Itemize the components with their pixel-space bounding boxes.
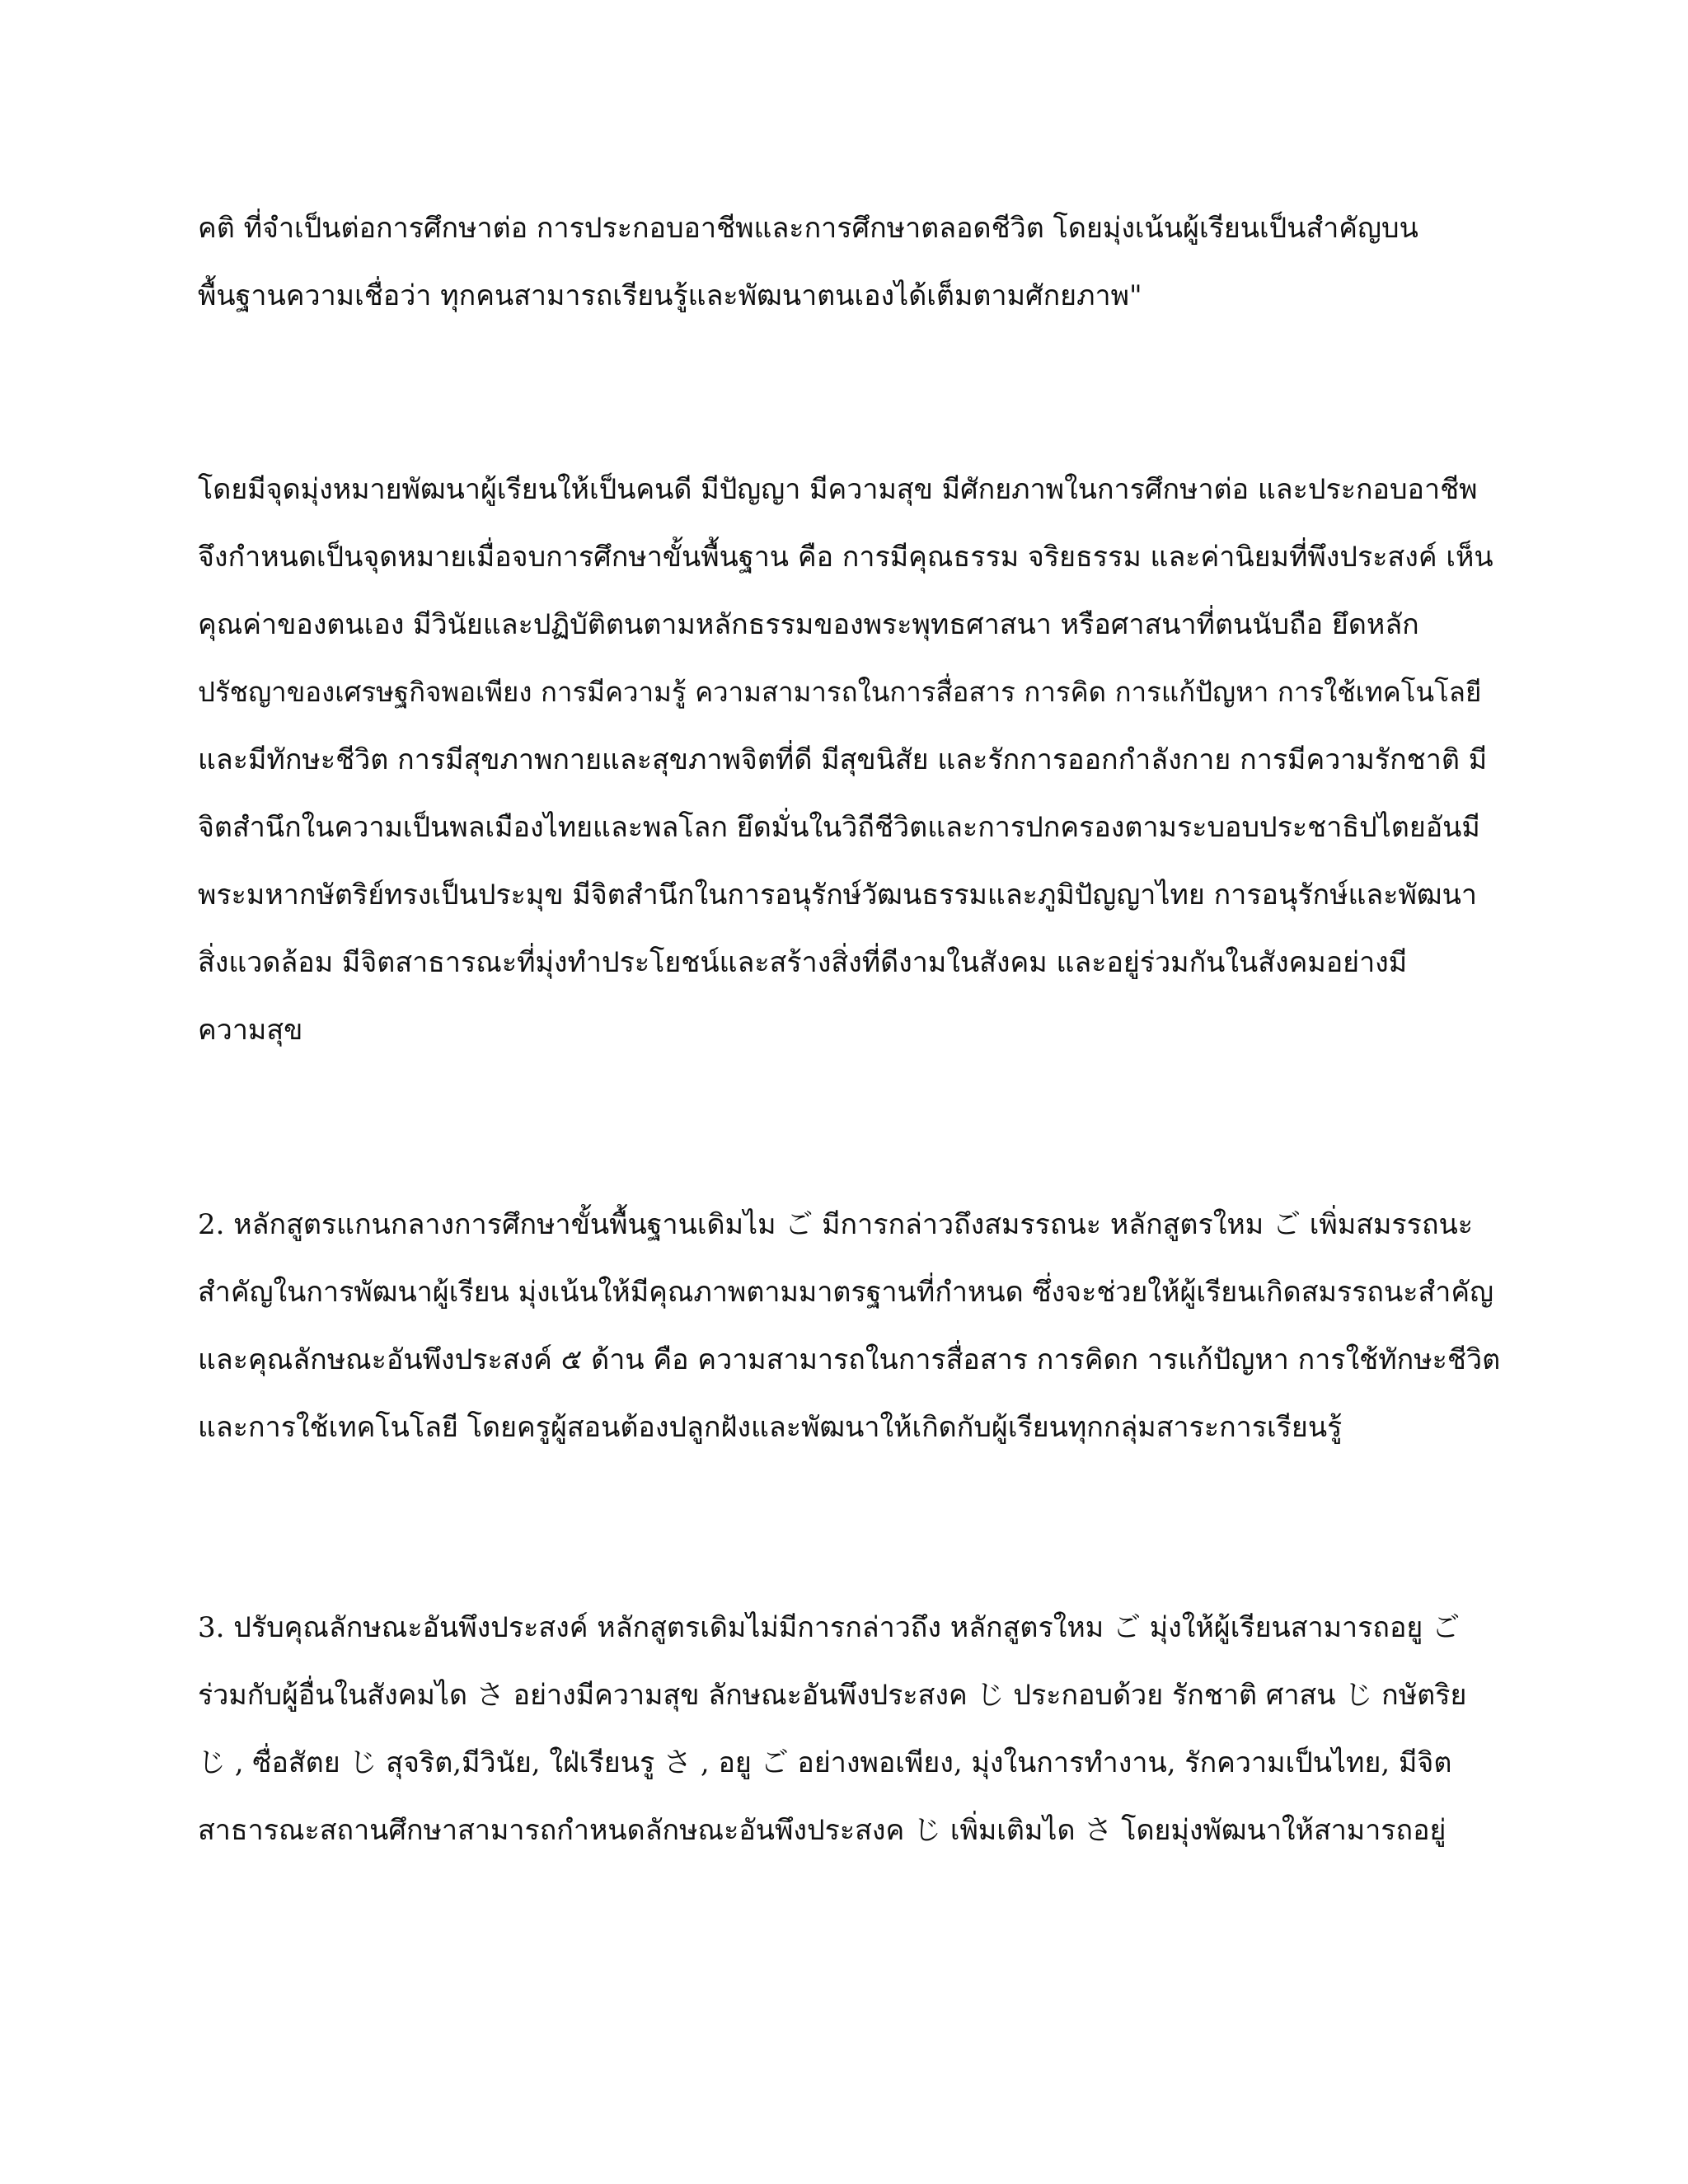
text-line: 2. หลักสูตรแกนกลางการศึกษาขั้นพื้นฐานเดิมไม ご มีการกล่าวถึงสมรรถนะ หลักสูตรใหม ご เพิ่มสมรรถนะ: [198, 1208, 1474, 1241]
text-line: และมีทักษะชีวิต การมีสุขภาพกายและสุขภาพจิตที่ดี มีสุขนิสัย และรักการออกกำลังกาย การมีความรักชาติ มี: [198, 743, 1488, 776]
text-line: สำคัญในการพัฒนาผู้เรียน มุ่งเน้นให้มีคุณภาพตามมาตรฐานที่กำหนด ซึ่งจะช่วยให้ผู้เรียนเกิดสมรรถนะสำคัญ: [198, 1276, 1494, 1309]
text-line: ร่วมกับผู้อื่นในสังคมได さ อย่างมีความสุข ลักษณะอันพึงประสงค じ ประกอบด้วย รักชาติ ศาสน じ กษัตริย: [198, 1679, 1467, 1712]
text-line: และคุณลักษณะอันพึงประสงค์ ๕ ด้าน คือ ความสามารถในการสื่อสาร การคิดก ารแก้ปัญหา การใช้ทักษะชีวิต: [198, 1343, 1501, 1376]
text-line: จิตสำนึกในความเป็นพลเมืองไทยและพลโลก ยึดมั่นในวิถีชีวิตและการปกครองตามระบอบประชาธิปไตยอันมี: [198, 811, 1480, 844]
text-line: คุณค่าของตนเอง มีวินัยและปฏิบัติตนตามหลักธรรมของพระพุทธศาสนา หรือศาสนาที่ตนนับถือ ยึดหลัก: [198, 608, 1419, 641]
text-line: และการใช้เทคโนโลยี โดยครูผู้สอนต้องปลูกฝังและพัฒนาให้เกิดกับผู้เรียนทุกกลุ่มสาระการเรียนรู้: [198, 1411, 1343, 1444]
paragraph-item-3-characteristics: [198, 1594, 1500, 1864]
paragraph-item-2-competencies: [198, 1191, 1500, 1461]
text-line: สาธารณะสถานศึกษาสามารถกำหนดลักษณะอันพึงประสงค じ เพิ่มเติมได さ โดยมุ่งพัฒนาให้สามารถอยู่: [198, 1814, 1447, 1847]
text-line: じ , ซื่อสัตย じ สุจริต,มีวินัย, ใฝ่เรียนรู さ , อยู ご อย่างพอเพียง, มุ่งในการทำงาน, รักความเป็นไทย, มีจิต: [198, 1746, 1452, 1779]
text-line: สิ่งแวดล้อม มีจิตสาธารณะที่มุ่งทำประโยชน์และสร้างสิ่งที่ดีงามในสังคม และอยู่ร่วมกันในสังคมอย่างมี: [198, 946, 1408, 979]
text-line: คติ ที่จำเป็นต่อการศึกษาต่อ การประกอบอาชีพและการศึกษาตลอดชีวิต โดยมุ่งเน้นผู้เรียนเป็นสำคัญบน: [198, 212, 1418, 245]
text-line: จึงกำหนดเป็นจุดหมายเมื่อจบการศึกษาขั้นพื้นฐาน คือ การมีคุณธรรม จริยธรรม และค่านิยมที่พึงประสงค์ เห็น: [198, 541, 1493, 574]
text-line: ความสุข: [198, 1014, 303, 1047]
text-line: พื้นฐานความเชื่อว่า ทุกคนสามารถเรียนรู้และพัฒนาตนเองได้เต็มตามศักยภาพ": [198, 279, 1142, 312]
paragraph-curriculum-intro: [198, 194, 1500, 330]
paragraph-curriculum-goals: [198, 456, 1500, 1064]
text-line: 3. ปรับคุณลักษณะอันพึงประสงค์ หลักสูตรเดิมไม่มีการกล่าวถึง หลักสูตรใหม ご มุ่งให้ผู้เรียนสามารถอยู ご: [198, 1611, 1461, 1644]
text-line: พระมหากษัตริย์ทรงเป็นประมุข มีจิตสำนึกในการอนุรักษ์วัฒนธรรมและภูมิปัญญาไทย การอนุรักษ์และพัฒนา: [198, 879, 1477, 912]
text-line: ปรัชญาของเศรษฐกิจพอเพียง การมีความรู้ ความสามารถในการสื่อสาร การคิด การแก้ปัญหา การใช้เทคโนโลยี: [198, 676, 1482, 708]
text-line: โดยมีจุดมุ่งหมายพัฒนาผู้เรียนให้เป็นคนดี มีปัญญา มีความสุข มีศักยภาพในการศึกษาต่อ และประกอบอาชีพ: [198, 473, 1478, 506]
